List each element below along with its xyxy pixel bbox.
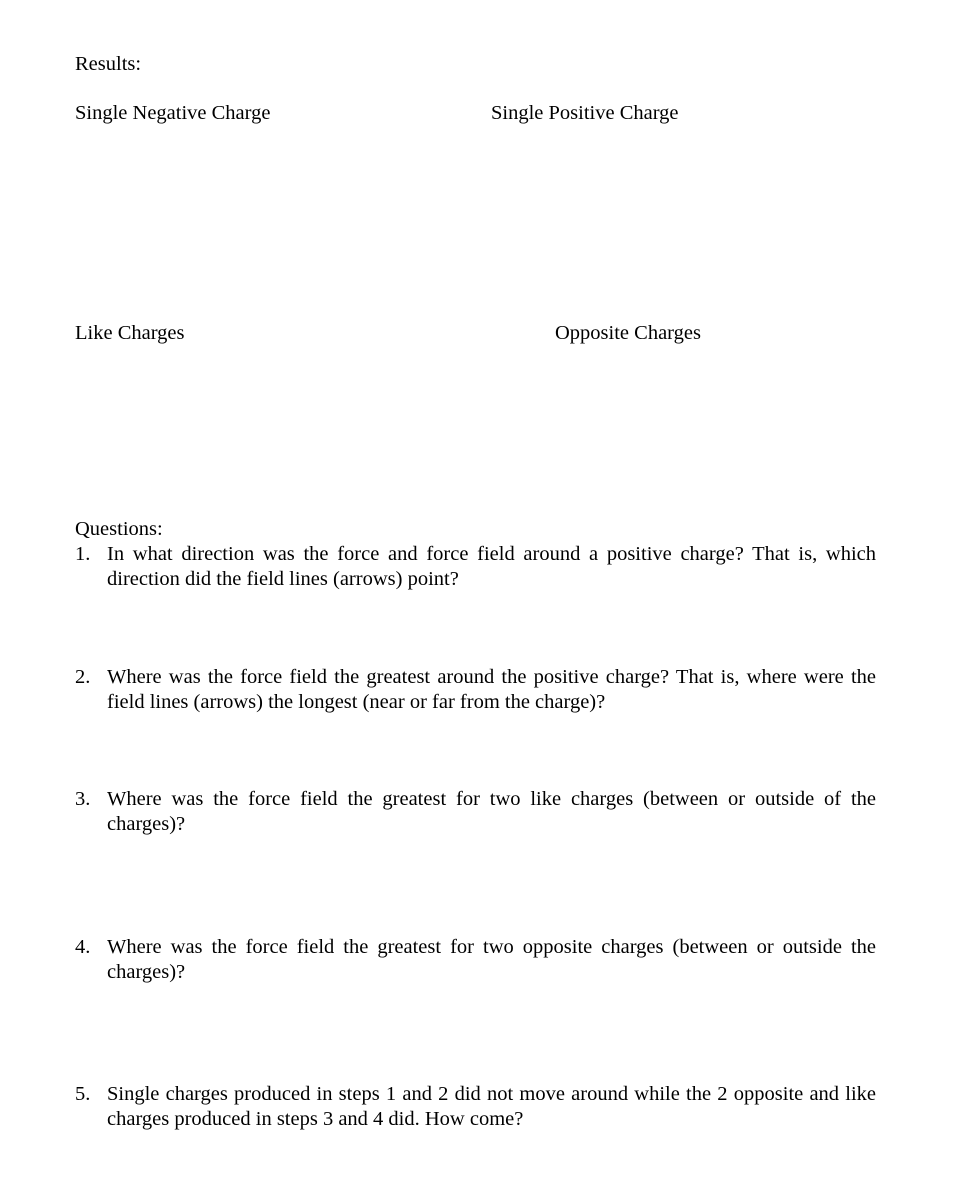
question-1	[75, 542, 876, 591]
question-2	[75, 665, 876, 714]
results-heading: Results:	[75, 53, 142, 75]
question-number: 1.	[75, 543, 91, 565]
like-charges-label: Like Charges	[75, 322, 185, 344]
question-number: 5.	[75, 1083, 91, 1105]
opposite-charges-label: Opposite Charges	[555, 322, 701, 344]
question-3	[75, 787, 876, 836]
question-text: Where was the force field the greatest for two like charges (between or outside of the charges)?	[107, 788, 876, 835]
question-4	[75, 935, 876, 984]
question-5	[75, 1082, 876, 1131]
question-number: 3.	[75, 788, 91, 810]
question-number: 2.	[75, 666, 91, 688]
question-text: Where was the force field the greatest for two opposite charges (between or outside the charges)?	[107, 936, 876, 983]
question-text: In what direction was the force and force field around a positive charge? That is, which direction did the field lines (arrows) point?	[107, 543, 876, 590]
single-positive-charge-label: Single Positive Charge	[491, 102, 679, 124]
question-text: Where was the force field the greatest around the positive charge? That is, where were the field lines (arrows) the longest (near or far from the charge)?	[107, 666, 876, 713]
question-number: 4.	[75, 936, 91, 958]
question-text: Single charges produced in steps 1 and 2 did not move around while the 2 opposite and like charges produced in steps 3 and 4 did. How come?	[107, 1083, 876, 1130]
questions-heading: Questions:	[75, 518, 163, 540]
single-negative-charge-label: Single Negative Charge	[75, 102, 271, 124]
